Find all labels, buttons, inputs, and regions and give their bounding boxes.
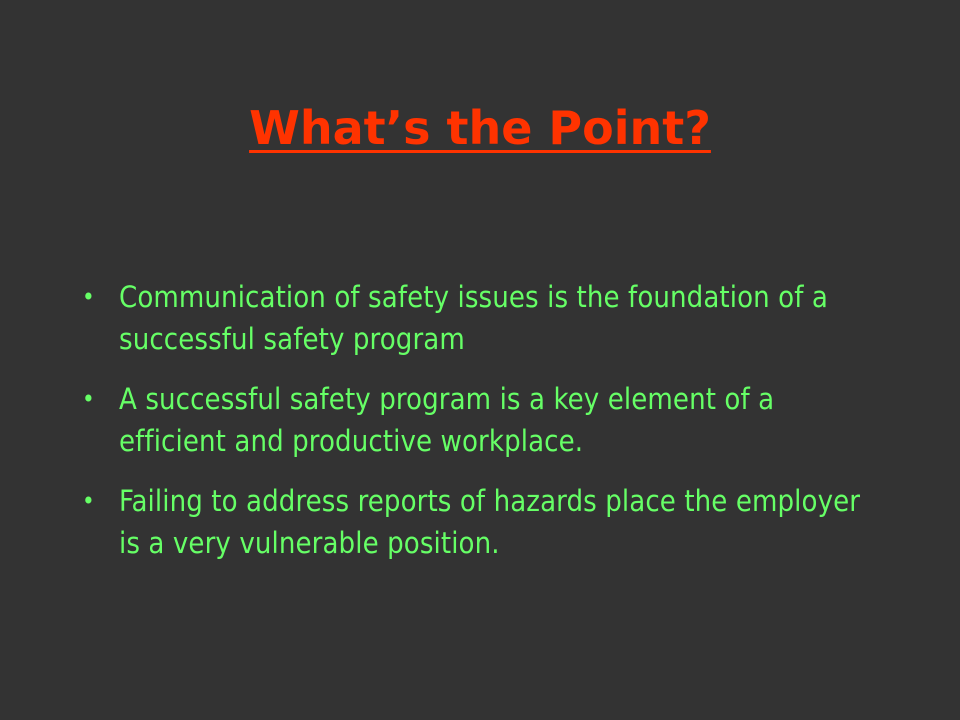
bullet-item <box>82 378 882 462</box>
bullet-icon: • <box>82 487 95 515</box>
bullet-item <box>82 276 882 360</box>
bullet-item <box>82 480 882 564</box>
bullet-icon: • <box>82 283 95 311</box>
bullet-list <box>82 276 882 582</box>
bullet-text: A successful safety program is a key element of a efficient and productive workplace. <box>119 382 775 458</box>
bullet-icon: • <box>82 385 95 413</box>
slide-title: What’s the Point? <box>249 101 711 155</box>
bullet-text: Communication of safety issues is the foundation of a successful safety program <box>119 280 828 356</box>
bullet-text: Failing to address reports of hazards place the employer is a very vulnerable position. <box>119 484 861 560</box>
